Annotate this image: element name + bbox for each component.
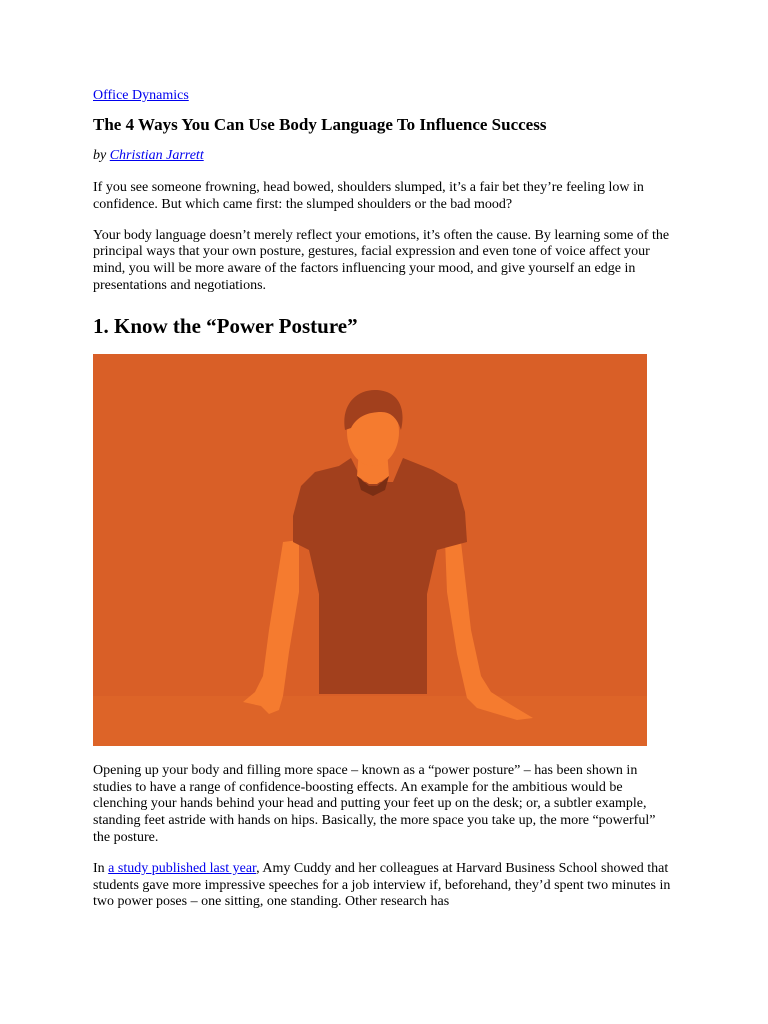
section-heading-power-posture: 1. Know the “Power Posture” bbox=[93, 313, 358, 338]
study-link[interactable]: a study published last year bbox=[108, 860, 257, 876]
section1-paragraph-2 bbox=[93, 861, 673, 911]
paragraph2-prefix: In bbox=[93, 860, 109, 876]
category-link[interactable]: Office Dynamics bbox=[93, 88, 189, 103]
byline-prefix: by bbox=[93, 148, 107, 163]
section1-paragraph-1: Opening up your body and filling more space – known as a “power posture” – has been shown in studies to have a range of confidence-boosting effects. An example for the ambitious would be clenching your hands behind your head and putting your feet up on the desk; or, a subtler example, standing feet astride with hands on hips. Basically, the more space you take up, the more “powerful” the posture. bbox=[93, 762, 656, 845]
byline bbox=[93, 147, 673, 165]
category-line bbox=[93, 86, 673, 105]
author-link[interactable]: Christian Jarrett bbox=[109, 148, 204, 163]
intro-paragraph-2: Your body language doesn’t merely reflect your emotions, it’s often the cause. By learning some of the principal ways that your own posture, gestures, facial expression and even tone of voice affect your mind, you will be more aware of the factors influencing your mood, and give yourself an edge in presentations and negotiations. bbox=[93, 227, 670, 293]
man-leaning-on-table-illustration bbox=[93, 354, 647, 746]
article-title: The 4 Ways You Can Use Body Language To Influence Success bbox=[93, 115, 547, 134]
paragraph2-rest: , Amy Cuddy and her colleagues at Harvard Business School showed that students gave more impressive speeches for a job interview if, beforehand, they’d spent two minutes in two power poses – one sitting, one standing. Other research has bbox=[93, 860, 671, 910]
illustration-table bbox=[93, 696, 647, 746]
intro-paragraph-1: If you see someone frowning, head bowed, shoulders slumped, it’s a fair bet they’re feeling low in confidence. But which came first: the slumped shoulders or the bad mood? bbox=[93, 180, 644, 212]
article bbox=[93, 86, 673, 925]
